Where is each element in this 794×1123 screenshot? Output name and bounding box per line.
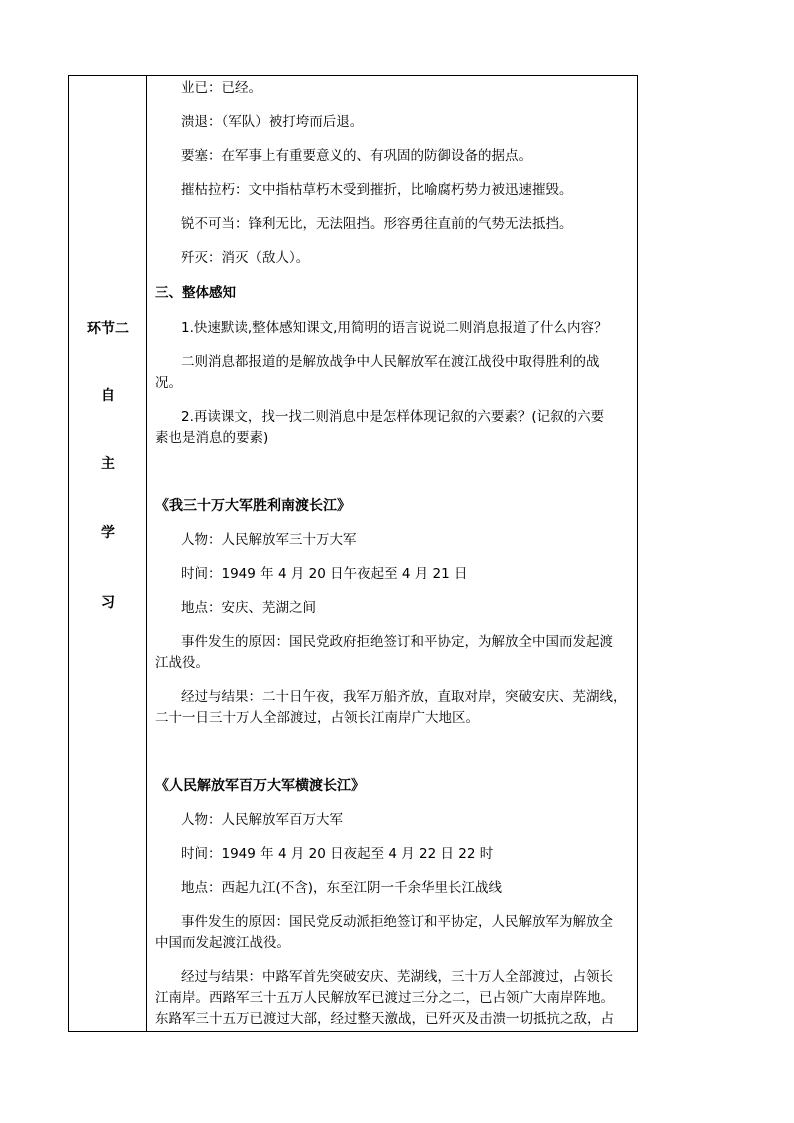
question-2-line-1: 2.再读课文，找一找二则消息中是怎样体现记叙的六要素？(记叙的六要 <box>181 409 605 425</box>
section-char-3: 学 <box>101 525 115 541</box>
news-2-result-line-2: 江南岸。西路军三十五万人民解放军已渡过三分之二，已占领广大南岸阵地。 <box>155 990 614 1006</box>
section-char-4: 习 <box>101 595 115 611</box>
news-1-time: 时间：1949 年 4 月 20 日午夜起至 4 月 21 日 <box>181 566 468 582</box>
news-2-people: 人物：人民解放军百万大军 <box>181 812 343 828</box>
overview-heading: 三、整体感知 <box>155 285 236 301</box>
content-column <box>147 76 637 1031</box>
news-1-result-line-1: 经过与结果：二十日午夜，我军万船齐放，直取对岸，突破安庆、芜湖线， <box>181 689 627 705</box>
news-2-cause-line-1: 事件发生的原因：国民党反动派拒绝签订和平协定，人民解放军为解放全 <box>181 914 613 930</box>
vocab-item: 摧枯拉朽：文中指枯草朽木受到摧折，比喻腐朽势力被迅速摧毁。 <box>181 182 573 198</box>
news-1-result-line-2: 二十一日三十万人全部渡过，占领长江南岸广大地区。 <box>155 710 479 726</box>
vocab-item: 要塞：在军事上有重要意义的、有巩固的防御设备的据点。 <box>181 148 532 164</box>
answer-1-line-1: 二则消息都报道的是解放战争中人民解放军在渡江战役中取得胜利的战 <box>181 354 600 370</box>
news-2-result-line-3: 东路军三十五万已渡过大部，经过整天激战，已歼灭及击溃一切抵抗之敌，占 <box>155 1011 614 1027</box>
question-2-line-2: 素也是消息的要素) <box>155 430 269 446</box>
vocab-item: 歼灭：消灭（敌人）。 <box>181 250 310 266</box>
news-2-time: 时间：1949 年 4 月 20 日夜起至 4 月 22 日 22 时 <box>181 846 494 862</box>
answer-1-line-2: 况。 <box>155 375 182 391</box>
news-2-place: 地点：西起九江(不含)，东至江阴一千余华里长江战线 <box>181 880 503 896</box>
lesson-table <box>68 75 638 1032</box>
vocab-item: 溃退：（军队）被打垮而后退。 <box>181 114 364 130</box>
news-1-cause-line-1: 事件发生的原因：国民党政府拒绝签订和平协定，为解放全中国而发起渡 <box>181 634 613 650</box>
news-1-people: 人物：人民解放军三十万大军 <box>181 532 357 548</box>
news-1-place: 地点：安庆、芜湖之间 <box>181 600 316 616</box>
news-1-cause-line-2: 江战役。 <box>155 655 209 671</box>
vocab-item: 业已：已经。 <box>181 80 262 96</box>
section-char-2: 主 <box>101 456 115 472</box>
news-2-result-line-1: 经过与结果：中路军首先突破安庆、芜湖线，三十万人全部渡过，占领长 <box>181 969 613 985</box>
news-2-cause-line-2: 中国而发起渡江战役。 <box>155 935 290 951</box>
section-column <box>69 76 147 1031</box>
section-char-1: 自 <box>101 388 115 404</box>
news-1-title: 《我三十万大军胜利南渡长江》 <box>155 498 351 514</box>
question-1: 1.快速默读,整体感知课文,用简明的语言说说二则消息报道了什么内容？ <box>181 320 608 336</box>
news-2-title: 《人民解放军百万大军横渡长江》 <box>155 778 365 794</box>
vocab-item: 锐不可当：锋利无比，无法阻挡。形容勇往直前的气势无法抵挡。 <box>181 216 573 232</box>
section-label: 环节二 <box>87 321 129 337</box>
